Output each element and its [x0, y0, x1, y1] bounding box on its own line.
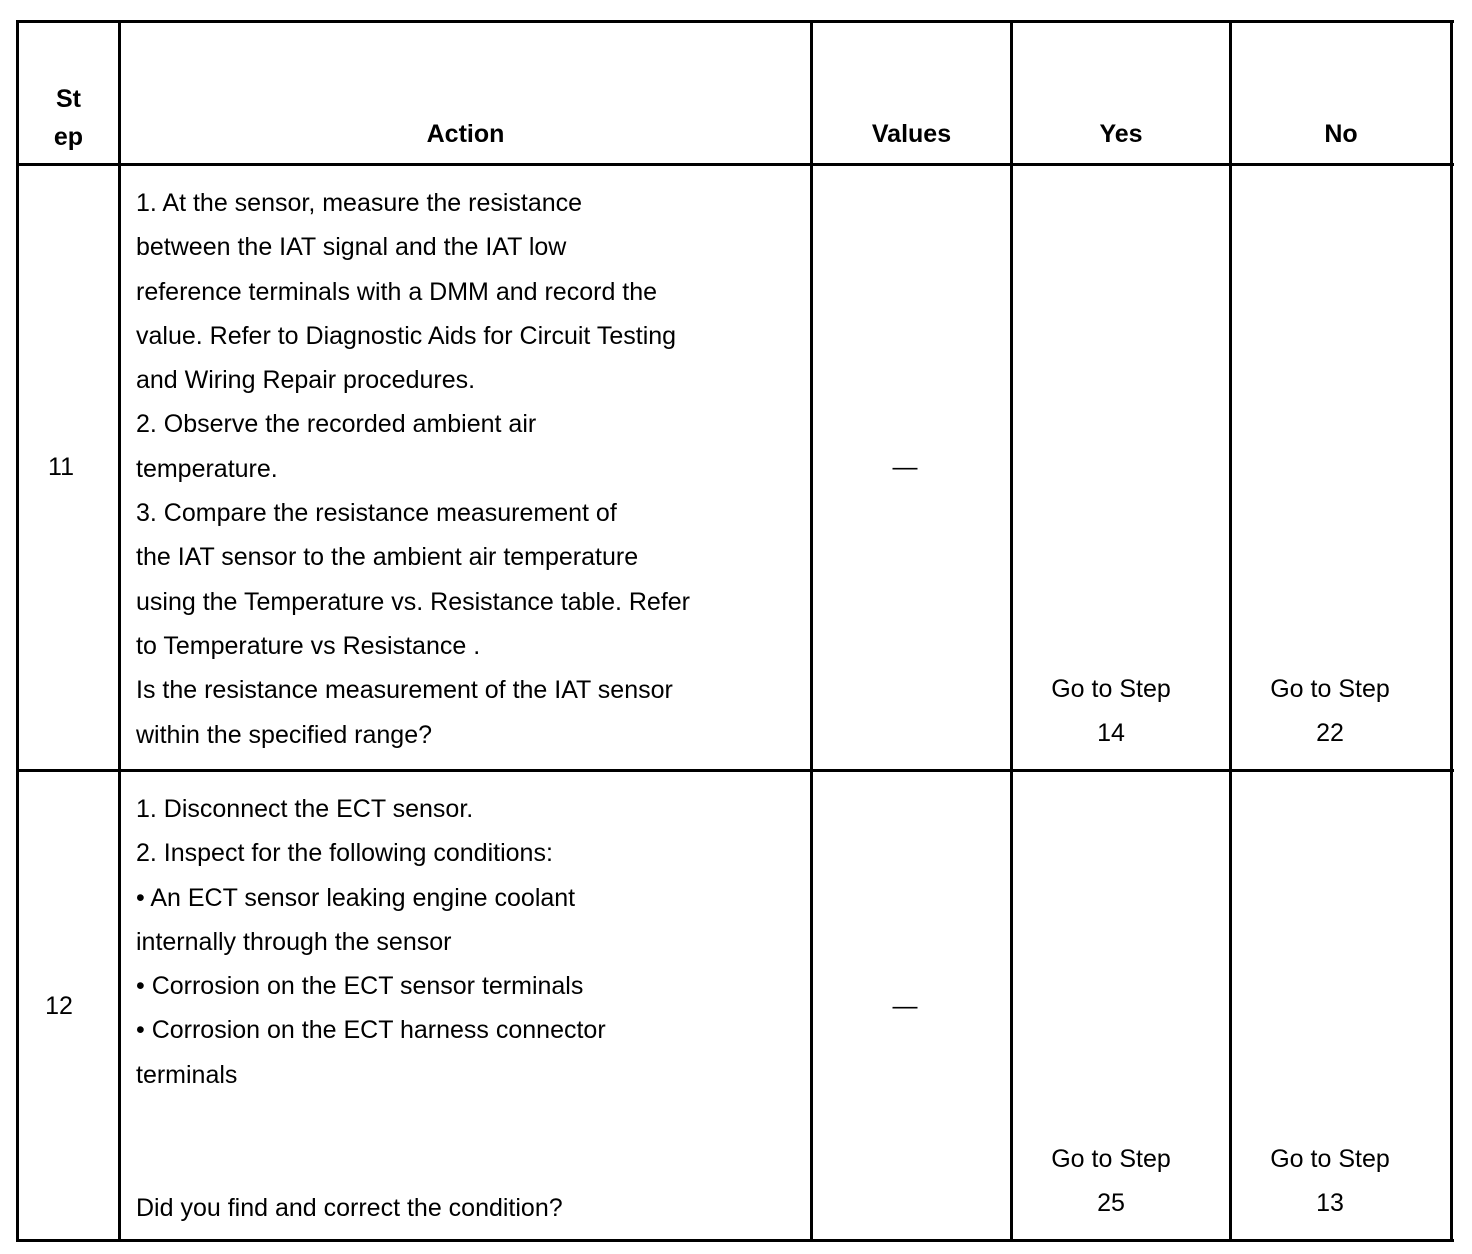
header-values: Values — [871, 120, 952, 148]
yes-line: Go to Step — [1051, 1145, 1171, 1173]
action-line: Did you find and correct the condition? — [136, 1193, 563, 1222]
yes-line: Go to Step — [1051, 675, 1171, 703]
table-border — [1450, 21, 1453, 1242]
header-step-line: St — [56, 85, 81, 113]
table-border — [118, 21, 121, 1242]
action-line: 2. Observe the recorded ambient air — [136, 410, 537, 439]
action-line: value. Refer to Diagnostic Aids for Circuit Testing — [136, 321, 677, 350]
no-go-to-step — [1232, 1137, 1428, 1226]
table-border — [16, 1239, 1454, 1242]
no-go-to-step — [1232, 667, 1428, 756]
header-yes: Yes — [1099, 120, 1143, 148]
action-line: Is the resistance measurement of the IAT sensor — [136, 676, 673, 705]
action-line: terminals — [136, 1060, 238, 1089]
action-line: within the specified range? — [136, 720, 433, 749]
action-line: 3. Compare the resistance measurement of — [136, 499, 617, 528]
action-line: • Corrosion on the ECT sensor terminals — [136, 972, 584, 1001]
values-text: — — [892, 992, 918, 1020]
header-no: No — [1324, 120, 1358, 148]
action-line: reference terminals with a DMM and record the — [136, 277, 658, 306]
header-step-line: ep — [53, 123, 84, 151]
table-border — [1010, 21, 1013, 1242]
table-border — [16, 20, 1454, 23]
table-border — [16, 769, 1454, 772]
header-step — [19, 80, 118, 156]
no-line: 13 — [1316, 1189, 1344, 1218]
step-number: 12 — [45, 992, 73, 1020]
action-line: to Temperature vs Resistance . — [136, 631, 481, 660]
no-line: 22 — [1316, 719, 1344, 748]
action-line: 1. At the sensor, measure the resistance — [136, 189, 583, 217]
action-line: internally through the sensor — [136, 927, 452, 956]
action-line: the IAT sensor to the ambient air temperature — [136, 543, 639, 572]
table-border — [16, 163, 1454, 166]
action-line: 1. Disconnect the ECT sensor. — [136, 795, 474, 823]
action-line: 2. Inspect for the following conditions: — [136, 839, 553, 868]
table-border — [16, 21, 19, 1242]
action-line — [136, 1141, 806, 1185]
action-line: temperature. — [136, 454, 278, 483]
yes-go-to-step — [1013, 667, 1209, 756]
yes-line: 25 — [1097, 1189, 1125, 1218]
action-line: • Corrosion on the ECT harness connector — [136, 1016, 606, 1045]
action-line: • An ECT sensor leaking engine coolant — [136, 883, 576, 912]
action-line: and Wiring Repair procedures. — [136, 366, 476, 395]
no-line: Go to Step — [1270, 675, 1390, 703]
action-text — [136, 787, 806, 1230]
table-border — [810, 21, 813, 1242]
step-number: 11 — [48, 453, 74, 481]
action-line — [136, 1097, 806, 1141]
table-border — [1229, 21, 1232, 1242]
action-line: between the IAT signal and the IAT low — [136, 233, 567, 262]
action-text — [136, 181, 806, 757]
no-line: Go to Step — [1270, 1145, 1390, 1173]
values-text: — — [892, 453, 918, 481]
header-action: Action — [426, 120, 505, 148]
action-line: using the Temperature vs. Resistance table. Refer — [136, 587, 690, 616]
yes-line: 14 — [1097, 719, 1125, 748]
yes-go-to-step — [1013, 1137, 1209, 1226]
